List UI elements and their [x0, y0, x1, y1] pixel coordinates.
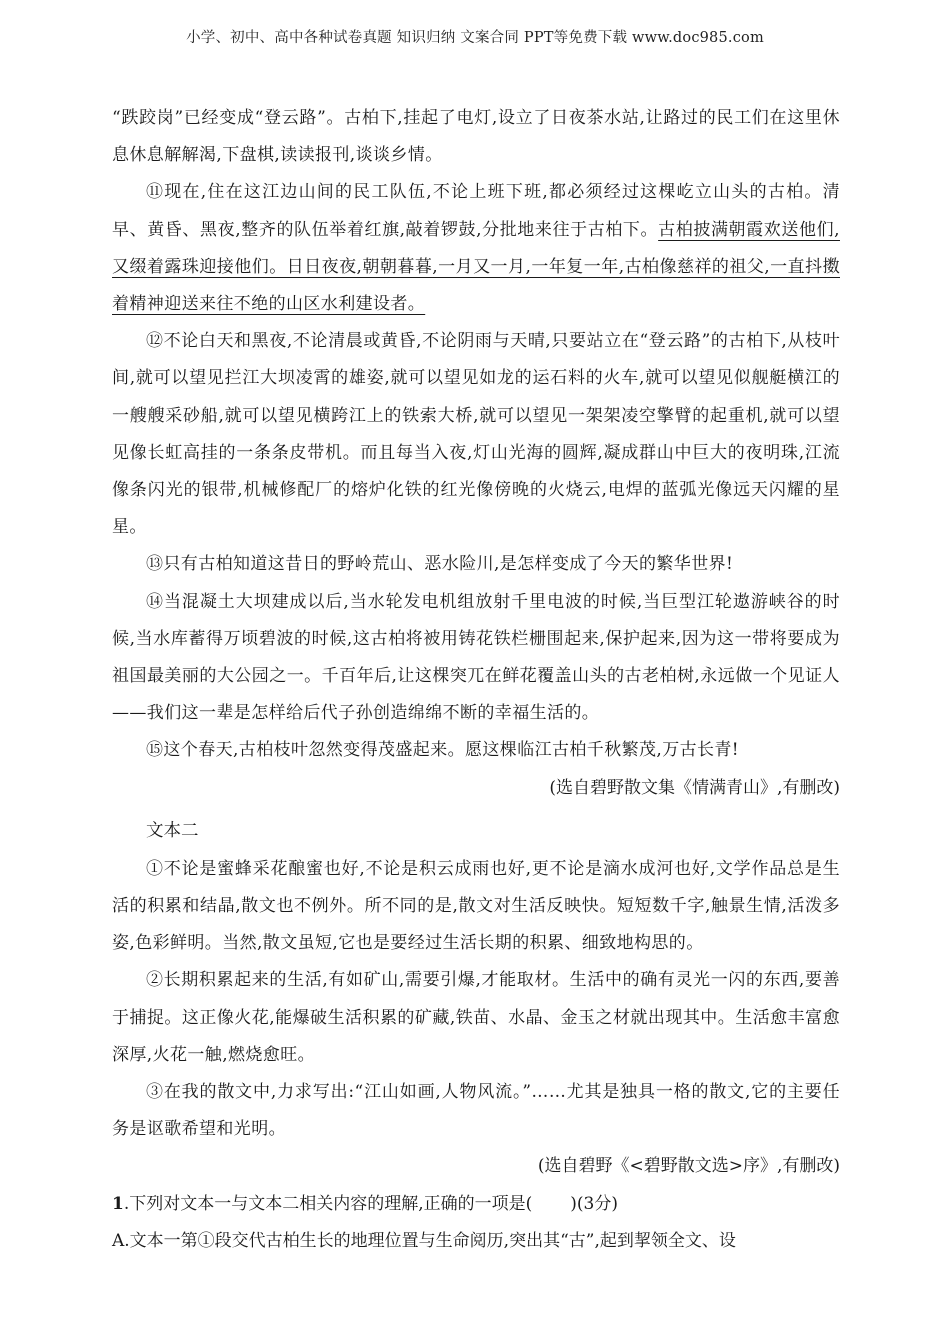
text-one-source: (选自碧野散文集《情满青山》,有删改) [549, 777, 840, 798]
paragraph-14: ⑭当混凝土大坝建成以后,当水轮发电机组放射千里电波的时候,当巨型江轮遨游峡谷的时候,当水库蓄得万顷碧波的时候,这古柏将被用铸花铁栏栅围起来,保护起来,因为这一带将要成为祖国最美丽的大公园之一。千百年后,让这棵突兀在鲜花覆盖山头的古老柏树,永远做一个见证人——我们这一辈是怎样给后代子孙创造绵绵不断的幸福生活的。 [112, 591, 840, 724]
question-stem [112, 1186, 840, 1223]
paragraph-11 [112, 174, 840, 323]
paragraph-15: ⑮这个春天,古柏枝叶忽然变得茂盛起来。愿这棵临江古柏千秋繁茂,万古长青! [146, 740, 740, 761]
page-header: 小学、初中、高中各种试卷真题 知识归纳 文案合同 PPT等免费下载 www.doc985.com [186, 30, 764, 46]
question-number: 1 [112, 1193, 124, 1214]
paragraph-13: ⑬只有古柏知道这昔日的野岭荒山、恶水险川,是怎样变成了今天的繁华世界! [146, 554, 734, 575]
question-1 [112, 1186, 840, 1260]
document-body [112, 100, 840, 1260]
paragraph-11-underlined: 古柏披满朝霞欢送他们,又缀着露珠迎接他们。日日夜夜,朝朝暮暮,一月又一月,一年复一年,古柏像慈祥的祖父,一直抖擞着精神迎送来往不绝的山区水利建设者。 [112, 219, 840, 315]
option-a[interactable]: A.文本一第①段交代古柏生长的地理位置与生命阅历,突出其“古”,起到挈领全文、设 [112, 1230, 736, 1251]
text-two-paragraph-1: ①不论是蜜蜂采花酿蜜也好,不论是积云成雨也好,更不论是滴水成河也好,文学作品总是生活的积累和结晶,散文也不例外。所不同的是,散文对生活反映快。短短数千字,触景生情,活泼多姿,色彩鲜明。当然,散文虽短,它也是要经过生活长期的积累、细致地构思的。 [112, 858, 840, 954]
question-stem-after: )(3分) [570, 1193, 619, 1214]
text-one [112, 100, 840, 807]
paragraph-12: ⑫不论白天和黑夜,不论清晨或黄昏,不论阴雨与天晴,只要站立在“登云路”的古柏下,从枝叶间,就可以望见拦江大坝凌霄的雄姿,就可以望见如龙的运石料的火车,就可以望见似舰艇横江的一艘艘采砂船,就可以望见横跨江上的铁索大桥,就可以望见一架架凌空擎臂的起重机,就可以望见像长虹高挂的一条条皮带机。而且每当入夜,灯山光海的圆辉,凝成群山中巨大的夜明珠,江流像条闪光的银带,机械修配厂的熔炉化铁的红光像傍晚的火烧云,电焊的蓝弧光像远天闪耀的星星。 [112, 331, 840, 538]
text-two-paragraph-3: ③在我的散文中,力求写出:“江山如画,人物风流。”……尤其是独具一格的散文,它的主要任务是讴歌希望和光明。 [112, 1082, 840, 1140]
question-stem-before: .下列对文本一与文本二相关内容的理解,正确的一项是( [123, 1193, 533, 1214]
text-two-paragraph-2: ②长期积累起来的生活,有如矿山,需要引爆,才能取材。生活中的确有灵光一闪的东西,要善于捕捉。这正像火花,能爆破生活积累的矿藏,铁苗、水晶、金玉之材就出现其中。生活愈丰富愈深厚,火花一触,燃烧愈旺。 [112, 970, 840, 1065]
paragraph-10-tail: “跌跤岗”已经变成“登云路”。古柏下,挂起了电灯,设立了日夜茶水站,让路过的民工们在这里休息休息解解渴,下盘棋,读读报刊,谈谈乡情。 [112, 108, 840, 166]
paragraph-11-plain: ⑪现在,住在这江边山间的民工队伍,不论上班下班,都必须经过这棵屹立山头的古柏。清早、黄昏、黑夜,整齐的队伍举着红旗,敲着锣鼓,分批地来往于古柏下。 [112, 182, 840, 240]
text-two-source: (选自碧野《<碧野散文选>序》,有删改) [537, 1156, 840, 1177]
text-two [112, 811, 840, 1186]
text-two-title: 文本二 [146, 820, 199, 841]
